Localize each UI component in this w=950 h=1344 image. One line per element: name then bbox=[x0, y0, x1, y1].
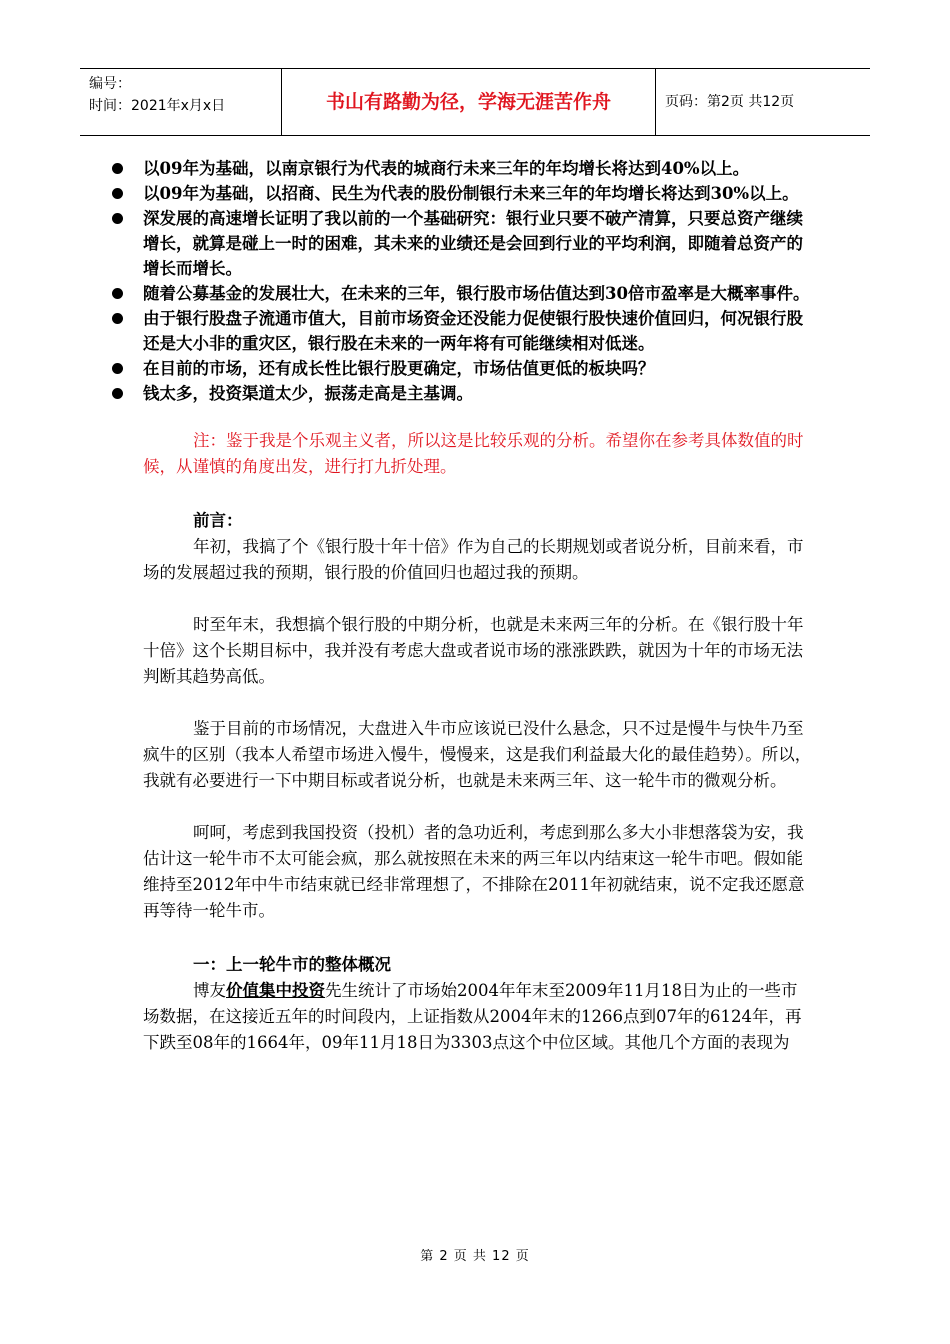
page-footer: 第 2 页 共 12 页 bbox=[420, 1249, 530, 1264]
bullet-icon bbox=[112, 213, 123, 224]
header-meta bbox=[80, 69, 282, 135]
list-item: 由于银行股盘子流通市值大，目前市场资金还没能力促使银行股快速价值回归，何况银行股还是大小非的重灾区，银行股在未来的一两年将有可能继续相对低迷。 bbox=[46, 306, 813, 356]
bullet-icon bbox=[112, 363, 123, 374]
number-label: 编号： bbox=[89, 76, 131, 92]
time-label: 时间：2021年x月x日 bbox=[89, 98, 226, 114]
bullet-icon bbox=[112, 313, 123, 324]
paragraph: 呵呵，考虑到我国投资（投机）者的急功近利，考虑到那么多大小非想落袋为安，我估计这一轮牛市不太可能会疯，那么就按照在未来的两三年以内结束这一轮牛市吧。假如能维持至2012年中牛市结束就已经非常理想了，不排除在2011年初就结束，说不定我还愿意再等待一轮牛市。 bbox=[143, 823, 805, 920]
bullet-icon bbox=[112, 288, 123, 299]
page-body bbox=[143, 156, 813, 1056]
preface-heading: 前言： bbox=[193, 511, 243, 530]
paragraph: 时至年末，我想搞个银行股的中期分析，也就是未来两三年的分析。在《银行股十年十倍》这个长期目标中，我并没有考虑大盘或者说市场的涨涨跌跌，就因为十年的市场无法判断其趋势高低。 bbox=[143, 615, 804, 686]
bullet-icon bbox=[112, 388, 123, 399]
list-item: 随着公募基金的发展壮大，在未来的三年，银行股市场估值达到30倍市盈率是大概率事件。 bbox=[46, 281, 813, 306]
disclaimer-note: 注：鉴于我是个乐观主义者，所以这是比较乐观的分析。希望你在参考具体数值的时候，从谨慎的角度出发，进行打九折处理。 bbox=[143, 431, 804, 476]
author-link[interactable]: 价值集中投资 bbox=[226, 981, 325, 1000]
list-item: 以09年为基础，以南京银行为代表的城商行未来三年的年均增长将达到40%以上。 bbox=[46, 156, 813, 181]
paragraph: 鉴于目前的市场情况，大盘进入牛市应该说已没什么悬念，只不过是慢牛与快牛乃至疯牛的区别（我本人希望市场进入慢牛，慢慢来，这是我们利益最大化的最佳趋势）。所以，我就有必要进行一下中期目标或者说分析，也就是未来两三年、这一轮牛市的微观分析。 bbox=[143, 719, 812, 790]
header-motto: 书山有路勤为径，学海无涯苦作舟 bbox=[282, 69, 656, 135]
section-heading: 一：上一轮牛市的整体概况 bbox=[193, 955, 391, 974]
header-page-code: 页码：第2页 共12页 bbox=[665, 94, 795, 110]
list-item: 钱太多，投资渠道太少，振荡走高是主基调。 bbox=[46, 381, 813, 406]
bullet-icon bbox=[112, 188, 123, 199]
list-item: 深发展的高速增长证明了我以前的一个基础研究：银行业只要不破产清算，只要总资产继续增长，就算是碰上一时的困难，其未来的业绩还是会回到行业的平均利润，即随着总资产的增长而增长。 bbox=[46, 206, 813, 281]
paragraph: 博友价值集中投资先生统计了市场始2004年年末至2009年11月18日为止的一些市场数据，在这接近五年的时间段内，上证指数从2004年末的1266点到07年的6124年，再下跌至08年的1664年，09年11月18日为3303点这个中位区域。其他几个方面的表现为 bbox=[143, 981, 802, 1052]
list-item: 以09年为基础，以招商、民生为代表的股份制银行未来三年的年均增长将达到30%以上。 bbox=[46, 181, 813, 206]
summary-bullet-list bbox=[143, 156, 813, 406]
list-item: 在目前的市场，还有成长性比银行股更确定，市场估值更低的板块吗？ bbox=[46, 356, 813, 381]
document-header bbox=[80, 68, 870, 136]
paragraph: 年初，我搞了个《银行股十年十倍》作为自己的长期规划或者说分析，目前来看，市场的发展超过我的预期，银行股的价值回归也超过我的预期。 bbox=[143, 537, 804, 582]
bullet-icon bbox=[112, 163, 123, 174]
